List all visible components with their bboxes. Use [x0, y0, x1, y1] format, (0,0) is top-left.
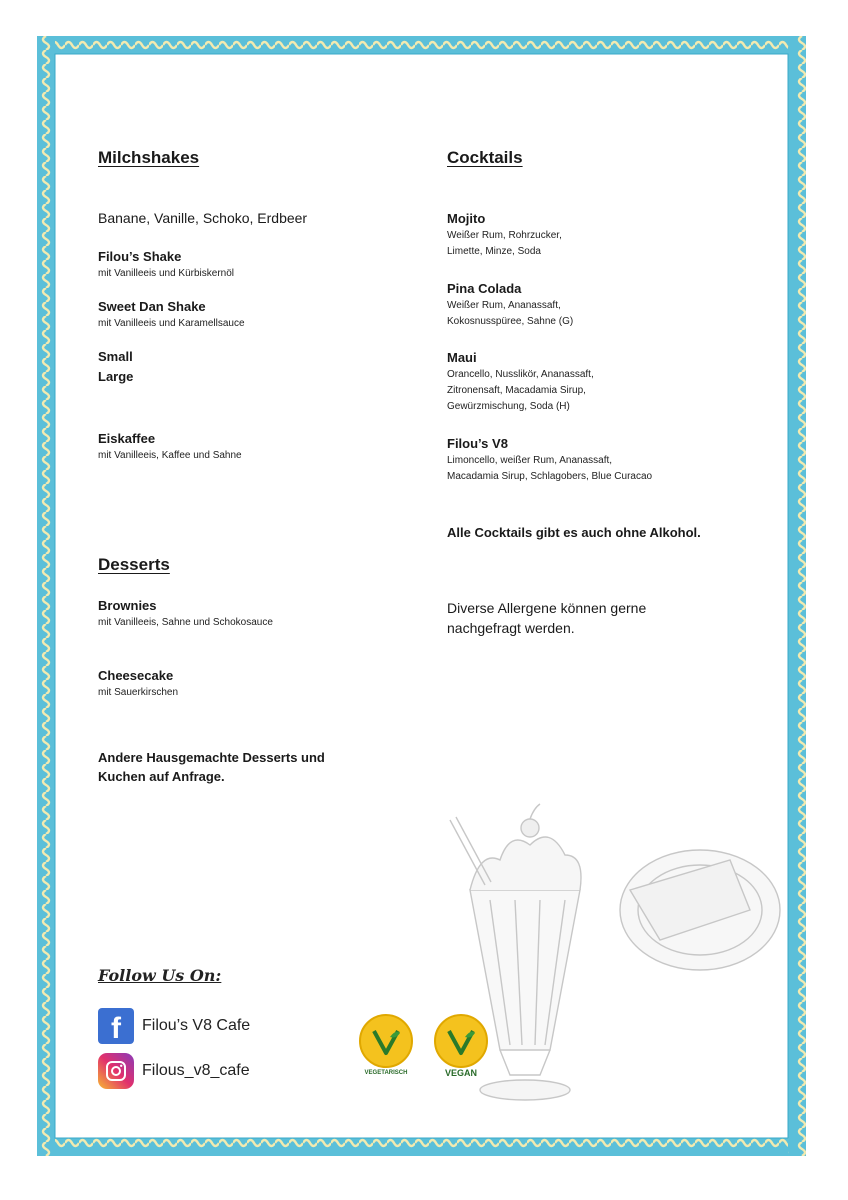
instagram-label: Filous_v8_cafe: [142, 1062, 250, 1079]
menu-item: [447, 349, 594, 415]
milkshake-flavors: Banane, Vanille, Schoko, Erdbeer: [98, 210, 308, 226]
instagram-icon: [98, 1053, 134, 1089]
menu-item: [447, 210, 562, 260]
item-description: Limoncello, weißer Rum, Ananassaft,: [447, 455, 613, 466]
no-alcohol-note: Alle Cocktails gibt es auch ohne Alkohol.: [447, 525, 701, 540]
size-options: [98, 348, 133, 386]
instagram-link[interactable]: [98, 1053, 250, 1089]
v-label-icon: [368, 1023, 404, 1059]
allergen-note-line: nachgefragt werden.: [447, 620, 575, 636]
facebook-icon: f: [98, 1008, 134, 1044]
desserts-heading: Desserts: [98, 555, 170, 574]
facebook-link[interactable]: [98, 1008, 250, 1044]
menu-item: [447, 280, 573, 330]
vegetarian-label: VEGETARISCH: [364, 1070, 408, 1076]
cocktails-heading: Cocktails: [447, 148, 523, 167]
desserts-note: [98, 748, 325, 786]
item-description: mit Vanilleeis, Kaffee und Sahne: [98, 450, 242, 461]
item-title: Brownies: [98, 598, 157, 613]
item-title: Cheesecake: [98, 668, 174, 683]
menu-item: [447, 435, 652, 485]
item-title: Filou’s Shake: [98, 249, 182, 264]
menu-item: [98, 597, 273, 631]
follow-us-label: Follow Us On:: [98, 966, 222, 985]
item-description: Zitronensaft, Macadamia Sirup,: [447, 385, 586, 396]
menu-item: [98, 667, 178, 701]
item-description: Gewürzmischung, Soda (H): [447, 401, 570, 412]
menu-item: [98, 298, 245, 332]
item-description: Weißer Rum, Ananassaft,: [447, 300, 561, 311]
item-description: mit Vanilleeis und Karamellsauce: [98, 318, 245, 329]
desserts-note-line: Andere Hausgemachte Desserts und: [98, 750, 325, 765]
allergen-note: [447, 598, 646, 638]
vegan-label: VEGAN: [444, 1068, 477, 1078]
allergen-note-line: Diverse Allergene können gerne: [447, 600, 647, 616]
item-description: Orancello, Nusslikör, Ananassaft,: [447, 369, 594, 380]
size-large: Large: [98, 369, 134, 384]
item-title: Pina Colada: [447, 281, 522, 296]
item-description: Macadamia Sirup, Schlagobers, Blue Curacao: [447, 471, 653, 482]
desserts-note-line: Kuchen auf Anfrage.: [98, 769, 225, 784]
item-description: Weißer Rum, Rohrzucker,: [447, 230, 562, 241]
item-description: Kokosnusspüree, Sahne (G): [447, 316, 574, 327]
milkshakes-heading: Milchshakes: [98, 148, 200, 167]
item-title: Mojito: [447, 211, 486, 226]
item-description: mit Sauerkirschen: [98, 687, 179, 698]
item-description: Limette, Minze, Soda: [447, 246, 541, 257]
menu-item: [98, 248, 234, 282]
vegan-badge: [434, 1014, 488, 1068]
item-title: Maui: [447, 350, 477, 365]
menu-item: [98, 430, 242, 464]
facebook-label: Filou’s V8 Cafe: [142, 1017, 251, 1034]
v-label-icon: [443, 1023, 479, 1059]
vegetarian-badge: [359, 1014, 413, 1068]
item-title: Sweet Dan Shake: [98, 299, 206, 314]
item-description: mit Vanilleeis und Kürbiskernöl: [98, 268, 234, 279]
item-title: Eiskaffee: [98, 431, 156, 446]
item-title: Filou’s V8: [447, 436, 508, 451]
size-small: Small: [98, 349, 133, 364]
item-description: mit Vanilleeis, Sahne und Schokosauce: [98, 617, 273, 628]
